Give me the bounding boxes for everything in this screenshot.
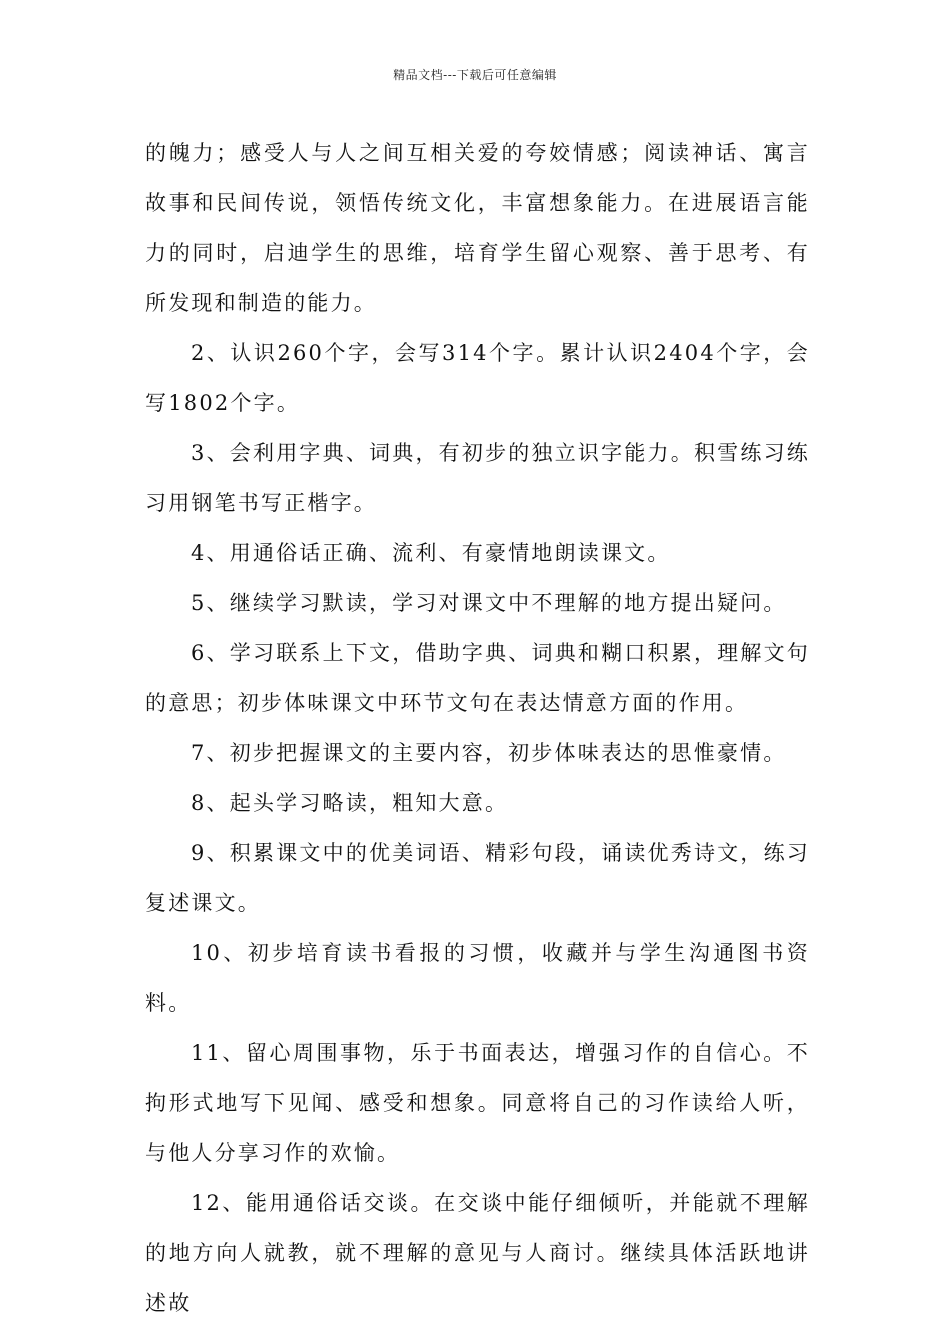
paragraph-item-2: 2、认识260个字，会写314个字。累计认识2404个字，会写1802个字。 [145, 341, 810, 415]
paragraph-item-6: 6、学习联系上下文，借助字典、词典和糊口积累，理解文句的意思；初步体味课文中环节文句在表达情意方面的作用。 [145, 641, 810, 715]
paragraph-item-12: 12、能用通俗话交谈。在交谈中能仔细倾听，并能就不理解的地方向人就教，就不理解的意见与人商讨。继续具体活跃地讲述故 [145, 1191, 810, 1315]
page-header: 精品文档---下载后可任意编辑 [393, 68, 557, 82]
paragraph-item-11: 11、留心周围事物，乐于书面表达，增强习作的自信心。不拘形式地写下见闻、感受和想象。同意将自己的习作读给人听，与他人分享习作的欢愉。 [145, 1041, 810, 1165]
paragraph-item-5: 5、继续学习默读，学习对课文中不理解的地方提出疑问。 [191, 591, 787, 615]
paragraph-item-9: 9、积累课文中的优美词语、精彩句段，诵读优秀诗文，练习复述课文。 [145, 841, 810, 915]
paragraph-continuation: 的魄力；感受人与人之间互相关爱的夸姣情感；阅读神话、寓言故事和民间传说，领悟传统文化，丰富想象能力。在进展语言能力的同时，启迪学生的思维，培育学生留心观察、善于思考、有所发现和制造的能力。 [145, 141, 810, 315]
paragraph-item-4: 4、用通俗话正确、流利、有豪情地朗读课文。 [191, 541, 671, 565]
paragraph-item-3: 3、会利用字典、词典，有初步的独立识字能力。积雪练习练习用钢笔书写正楷字。 [145, 441, 810, 515]
paragraph-item-8: 8、起头学习略读，粗知大意。 [191, 791, 509, 815]
document-body [145, 128, 810, 1328]
paragraph-item-10: 10、初步培育读书看报的习惯，收藏并与学生沟通图书资料。 [145, 941, 810, 1015]
paragraph-item-7: 7、初步把握课文的主要内容，初步体味表达的思惟豪情。 [191, 741, 787, 765]
